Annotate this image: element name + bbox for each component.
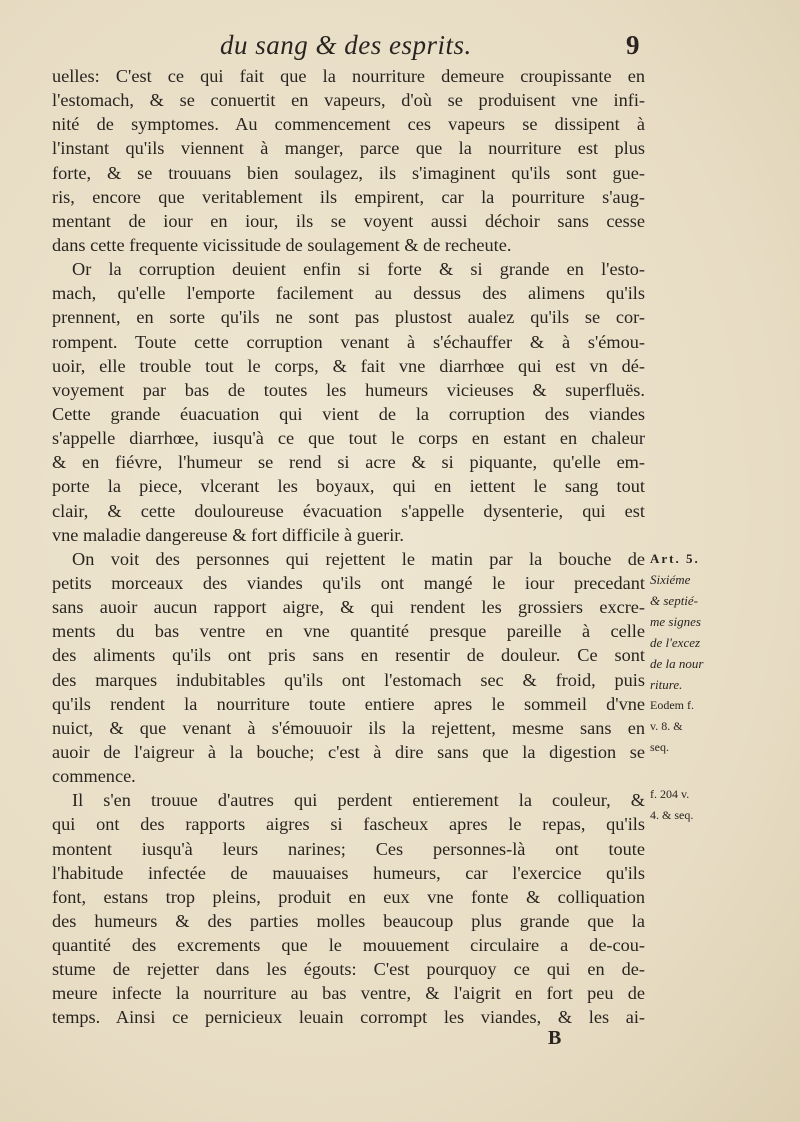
text-line: clair, & cette douloureuse évacuation s'appelle dysenterie, qui est [52, 500, 645, 521]
text-line: l'habitude infectée de mauuaises humeurs, car l'exercice qu'ils [52, 862, 645, 883]
text-line: voyement par bas de toutes les humeurs vicieuses & superfluës. [52, 379, 645, 400]
text-line: & en fiévre, l'humeur se rend si acre & si piquante, qu'elle em- [52, 452, 645, 473]
text-line: font, estans trop pleins, produit en eux vne fonte & colliquation [52, 886, 645, 907]
margin-note: riture. [650, 677, 683, 692]
text-line: rompent. Toute cette corruption venant à s'échauffer & à s'émou- [52, 331, 645, 352]
margin-note: me signes [650, 614, 701, 629]
text-line: l'estomach, & se conuertit en vapeurs, d'où se produisent vne infi- [52, 90, 645, 111]
text-line: quantité des excrements que le mouuement circulaire a de-cou- [52, 935, 645, 956]
margin-note: Sixiéme [650, 572, 691, 587]
text-line: forte, & se trouuans bien soulagez, ils s'imaginent qu'ils sont gue- [52, 162, 645, 183]
text-line: des marques indubitables qu'ils ont l'estomach sec & froid, puis [52, 669, 645, 690]
text-line: s'appelle diarrhœe, iusqu'à ce que tout le corps en estant en chaleur [52, 428, 645, 449]
margin-note: de la nour [650, 656, 704, 671]
text-line: stume de rejetter dans les égouts: C'est pourquoy ce qui en de- [52, 959, 645, 980]
text-line: prennent, en sorte qu'ils ne sont pas plustost aualez qu'ils se cor- [52, 307, 645, 328]
text-line: mach, qu'elle l'emporte facilement au dessus des alimens qu'ils [52, 283, 645, 304]
margin-reference: Eodem f. [650, 698, 694, 712]
margin-note: de l'excez [650, 635, 701, 650]
text-line: On voit des personnes qui rejettent le matin par la bouche de [72, 548, 645, 569]
text-line: uelles: C'est ce qui fait que la nourriture demeure croupissante en [52, 66, 645, 86]
margin-note-article: Art. 5. [650, 551, 700, 566]
margin-reference: seq. [650, 740, 669, 754]
text-line: ments du bas ventre en vne quantité presque pareille à celle [52, 621, 645, 642]
text-line: Il s'en trouue d'autres qui perdent entierement la couleur, & [72, 790, 645, 811]
text-line: qu'ils rendent la nourriture toute entiere apres le sommeil d'vne [52, 693, 645, 714]
text-line: uoir, elle trouble tout le corps, & fait vne diarrhœe qui est vn dé- [52, 355, 645, 376]
text-line: des aliments qu'ils ont pris sans en resentir de douleur. Ce sont [52, 645, 645, 666]
text-line: l'instant qu'ils viennent à manger, parce que la nourriture est plus [52, 138, 645, 159]
text-line: temps. Ainsi ce pernicieux leuain corrompt les viandes, & les ai- [52, 1007, 645, 1028]
text-line: montent iusqu'à leurs narines; Ces personnes-là ont toute [52, 838, 645, 859]
text-line: sans auoir aucun rapport aigre, & qui rendent les grossiers excre- [52, 597, 645, 618]
text-line: meure infecte la nourriture au bas ventre, & l'aigrit en fort peu de [52, 983, 645, 1004]
main-text-block [52, 64, 645, 1030]
text-line: petits morceaux des viandes qu'ils ont mangé le iour precedant [52, 572, 645, 593]
text-line: commence. [52, 766, 136, 787]
text-line: vne maladie dangereuse & fort difficile à guerir. [52, 524, 404, 545]
text-line: dans cette frequente vicissitude de soulagement & de recheute. [52, 234, 512, 255]
text-line: mentant de iour en iour, ils se voyent aussi déchoir sans cesse [52, 210, 645, 231]
running-title: du sang & des esprits. [220, 30, 472, 60]
marginal-notes [650, 548, 790, 826]
margin-reference: f. 204 v. [650, 787, 690, 801]
text-line: des humeurs & des parties molles beaucoup plus grande que la [52, 910, 645, 931]
text-line: ris, encore que veritablement ils empirent, car la pourriture s'aug- [52, 186, 645, 207]
text-line: Cette grande éuacuation qui vient de la corruption des viandes [52, 403, 645, 424]
text-line: porte la piece, vlcerant les boyaux, qui en iettent le sang tout [52, 476, 645, 497]
text-line: nité de symptomes. Au commencement ces vapeurs se dissipent à [52, 114, 645, 135]
text-line: auoir de l'aigreur à la bouche; c'est à dire sans que la digestion se [52, 741, 645, 762]
margin-note: & septié- [650, 593, 699, 608]
margin-reference: 4. & seq. [650, 808, 694, 822]
text-line: nuict, & que venant à s'émouuoir ils la rejettent, mesme sans en [52, 717, 645, 738]
page-number: 9 [626, 30, 640, 60]
signature-mark: B [548, 1027, 562, 1049]
text-line: qui ont des rapports aigres si fascheux apres le repas, qu'ils [52, 814, 645, 835]
margin-reference: v. 8. & [650, 719, 683, 733]
text-line: Or la corruption deuient enfin si forte & si grande en l'esto- [72, 259, 645, 280]
margin-spacer [650, 758, 790, 784]
